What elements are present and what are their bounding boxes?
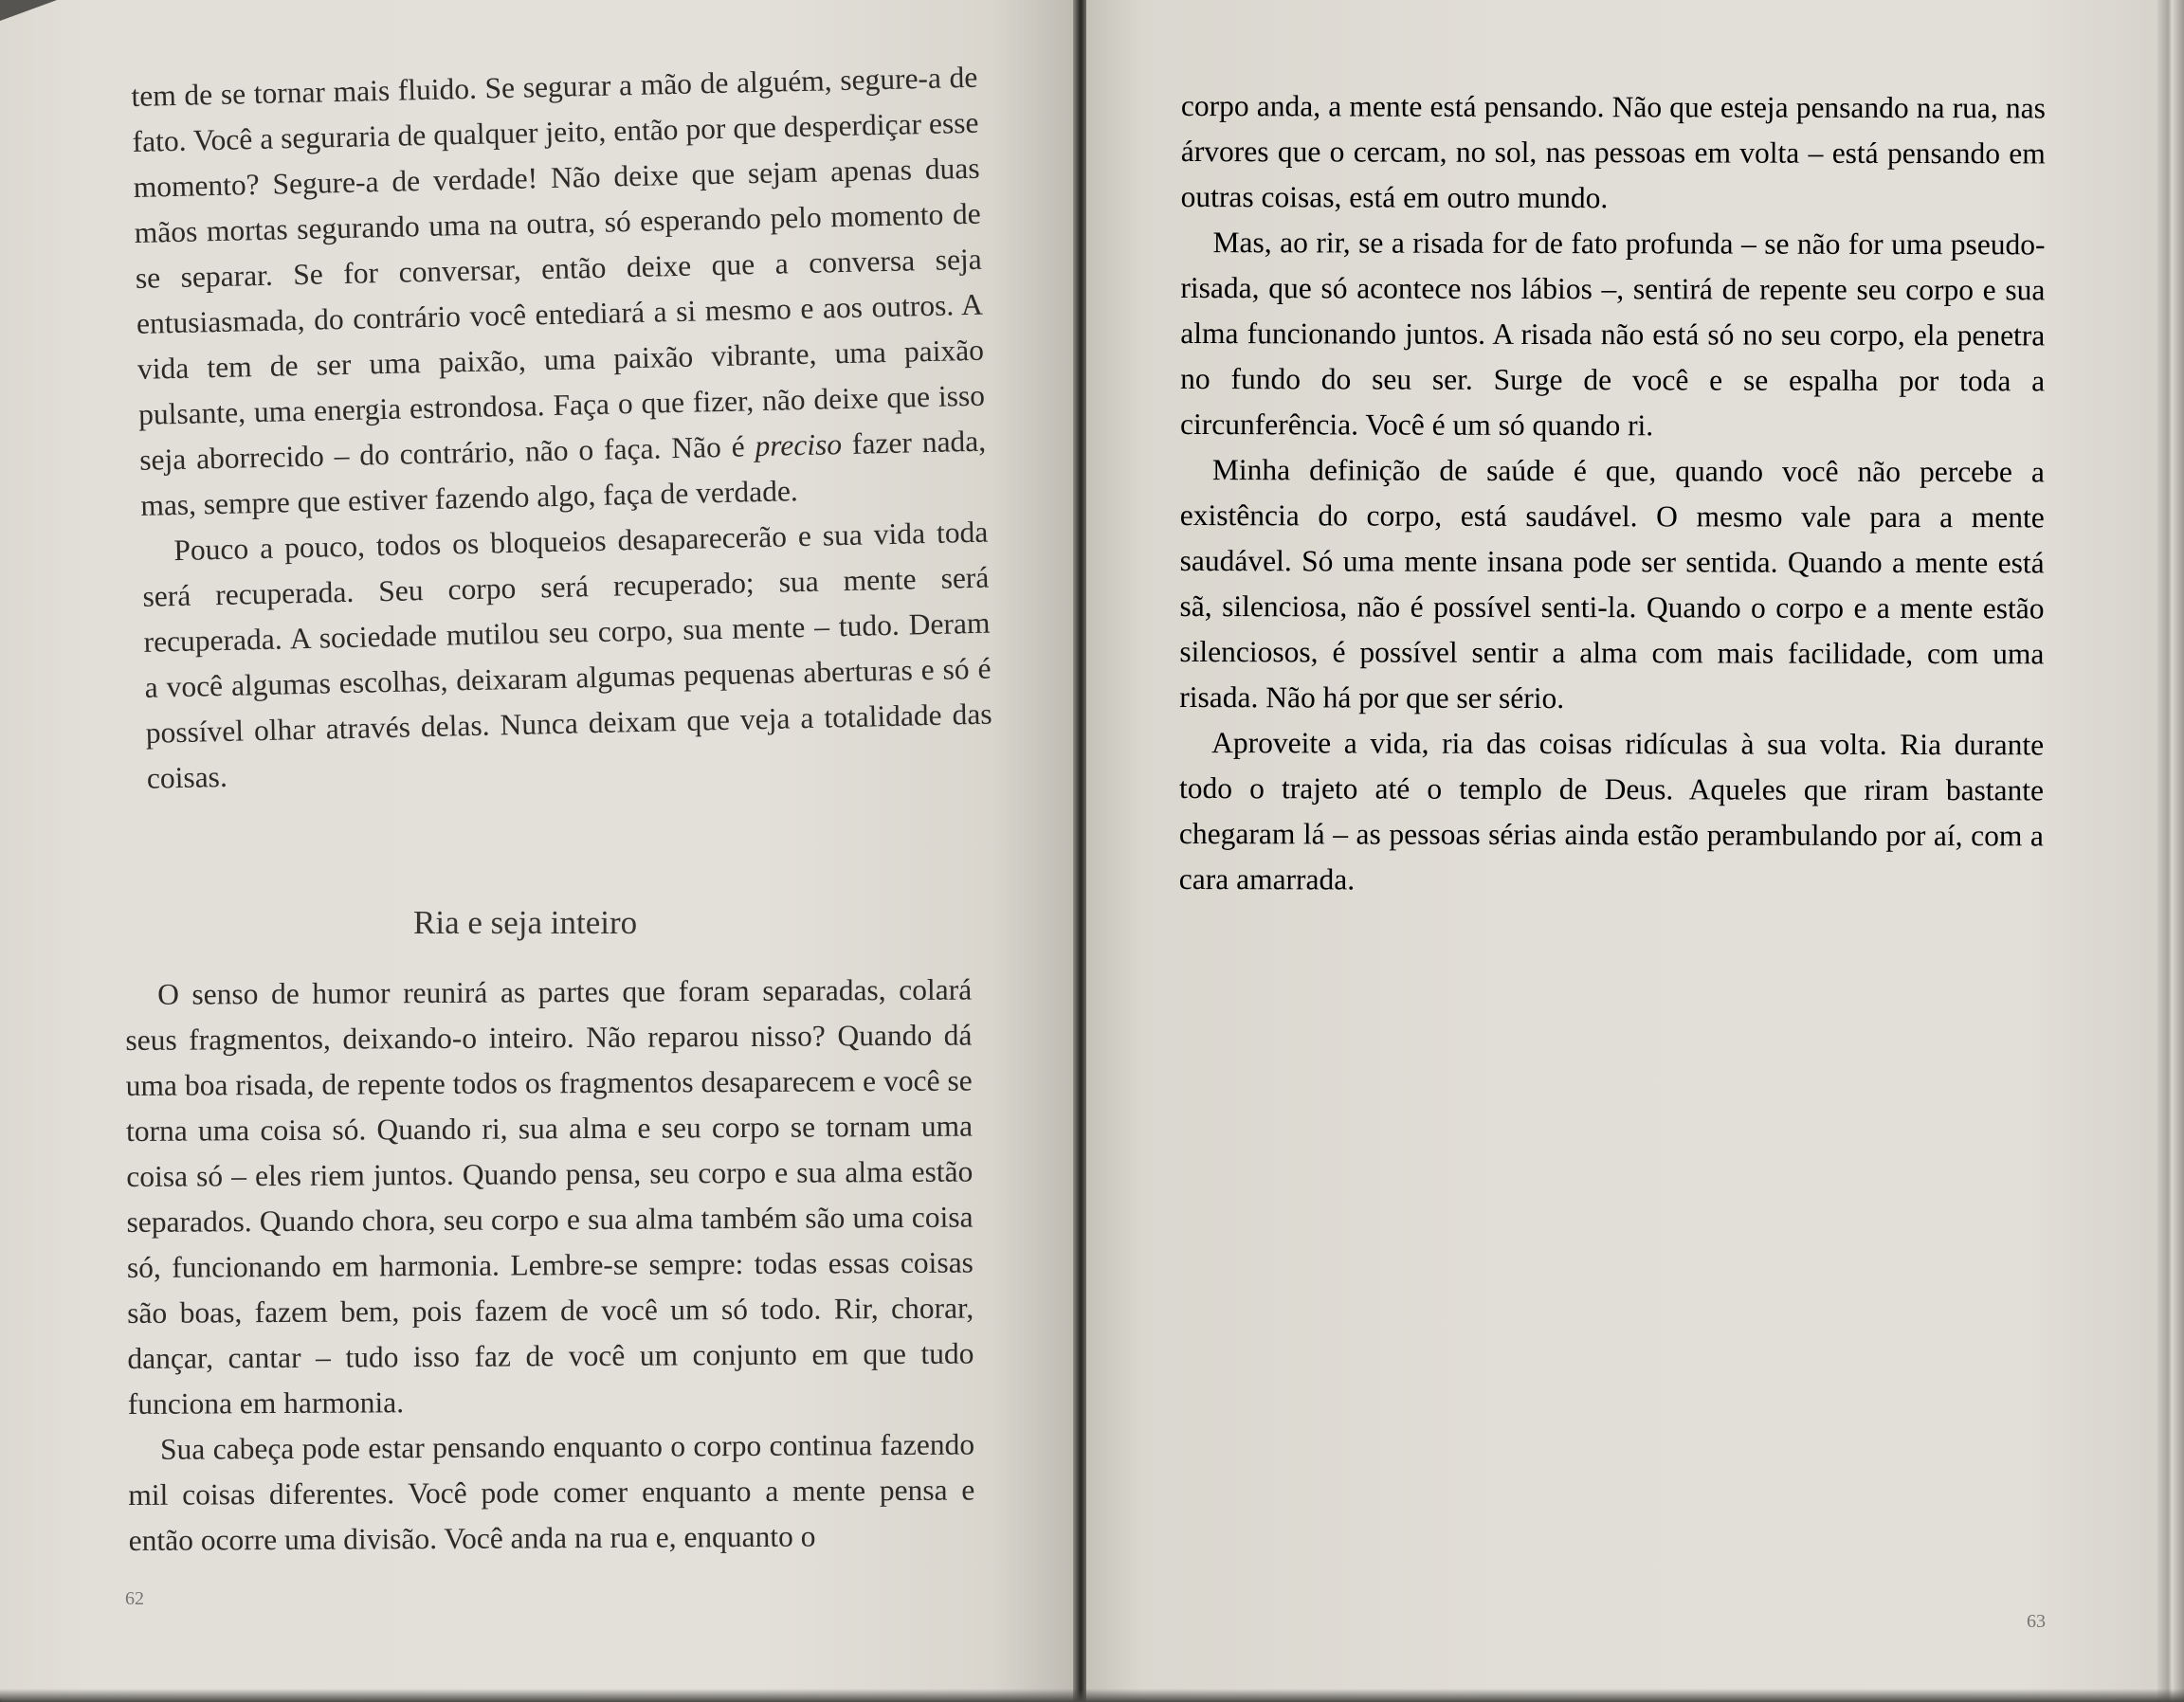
page-number-right: 63 — [2027, 1611, 2046, 1632]
paragraph: Sua cabeça pode estar pensando enquanto o corpo continua fazendo mil coisas diferentes. Você pode comer enquanto a mente pensa e então ocorre uma divisão. Você anda na rua e, enquanto o — [128, 1427, 975, 1557]
paragraph: Pouco a pouco, todos os bloqueios desaparecerão e sua vida toda será recuperada. Seu corpo será recuperado; sua mente será recuperada. A sociedade mutilou seu corpo, sua mente – tudo. Deram a você algumas escolhas, deixaram algumas pequenas aberturas e só é possível olhar através delas. Nunca deixam que veja a totalidade das coisas. — [142, 515, 992, 795]
paragraph: O senso de humor reunirá as partes que foram separadas, colará seus fragmentos, deixando-o inteiro. Não reparou nisso? Quando dá uma boa risada, de repente todos os fragmentos desaparecem e você se torna uma coisa só. Quando ri, sua alma e seu corpo se tornam uma coisa só – eles riem juntos. Quando pensa, seu corpo e sua alma estão separados. Quando chora, seu corpo e sua alma também são uma coisa só, funcionando em harmonia. Lembre-se sempre: todas essas coisas são boas, fazem bem, pois fazem de você um só todo. Rir, chorar, dançar, cantar – tudo isso faz de você um conjunto em que tudo funciona em harmonia. — [125, 972, 974, 1421]
paragraph-text: tem de se tornar mais fluido. Se segurar a mão de alguém, segure-a de fato. Você a seguraria de qualquer jeito, então por que desperdiçar esse momento? Segure-a de verdade! Não deixe que sejam apenas duas mãos mortas segurando uma na outra, só esperando pelo momento de se separar. Se for conversar, então deixe que a conversa seja entusiasmada, do contrário você entediará a si mesmo e aos outros. A vida tem de ser uma paixão, uma paixão vibrante, uma paixão pulsante, uma energia estrondosa. Faça o que fizer, não deixe que isso seja aborrecido – do contrário, não o faça. Não é — [131, 60, 986, 477]
page-edge — [2157, 0, 2184, 1702]
paragraph — [131, 55, 988, 529]
paragraph: Minha definição de saúde é que, quando você não percebe a existência do corpo, está saudável. O mesmo vale para a mente saudável. Só uma mente insana pode ser sentida. Quando a mente está sã, silenciosa, não é possível senti-la. Quando o corpo e a mente estão silenciosos, é possível sentir a alma com mais facilidade, com uma risada. Não há por que ser sério. — [1179, 453, 2045, 715]
page-number-left: 62 — [125, 1588, 144, 1609]
paragraph: Aproveite a vida, ria das coisas ridículas à sua volta. Ria durante todo o trajeto até o templo de Deus. Aqueles que riram bastante chegaram lá – as pessoas sérias ainda estão perambulando por aí, com a cara amarrada. — [1178, 726, 2045, 896]
emphasis-word: preciso — [755, 427, 843, 463]
left-page — [0, 0, 1077, 1702]
paragraph-end: fazer nada, mas, sempre que estiver fazendo algo, faça de verdade. — [139, 424, 987, 522]
page-corner-shadow — [0, 0, 57, 21]
paragraph: Mas, ao rir, se a risada for de fato profunda – se não for uma pseudo-risada, que só acontece nos lábios –, sentirá de repente seu corpo e sua alma funcionando juntos. A risada não está só no seu corpo, ela penetra no fundo do seu ser. Surge de você e se espalha por toda a circunferência. Você é um só quando ri. — [1180, 226, 2046, 443]
paragraph: corpo anda, a mente está pensando. Não que esteja pensando na rua, nas árvores que o cercam, no sol, nas pessoas em volta – está pensando em outras coisas, está em outro mundo. — [1180, 88, 2046, 215]
section-heading: Ria e seja inteiro — [413, 904, 638, 941]
left-page-bottom-text — [125, 968, 975, 1564]
left-page-top-text — [131, 55, 993, 802]
page-bottom-shadow — [0, 1689, 2184, 1702]
right-page-text — [1179, 83, 2046, 904]
